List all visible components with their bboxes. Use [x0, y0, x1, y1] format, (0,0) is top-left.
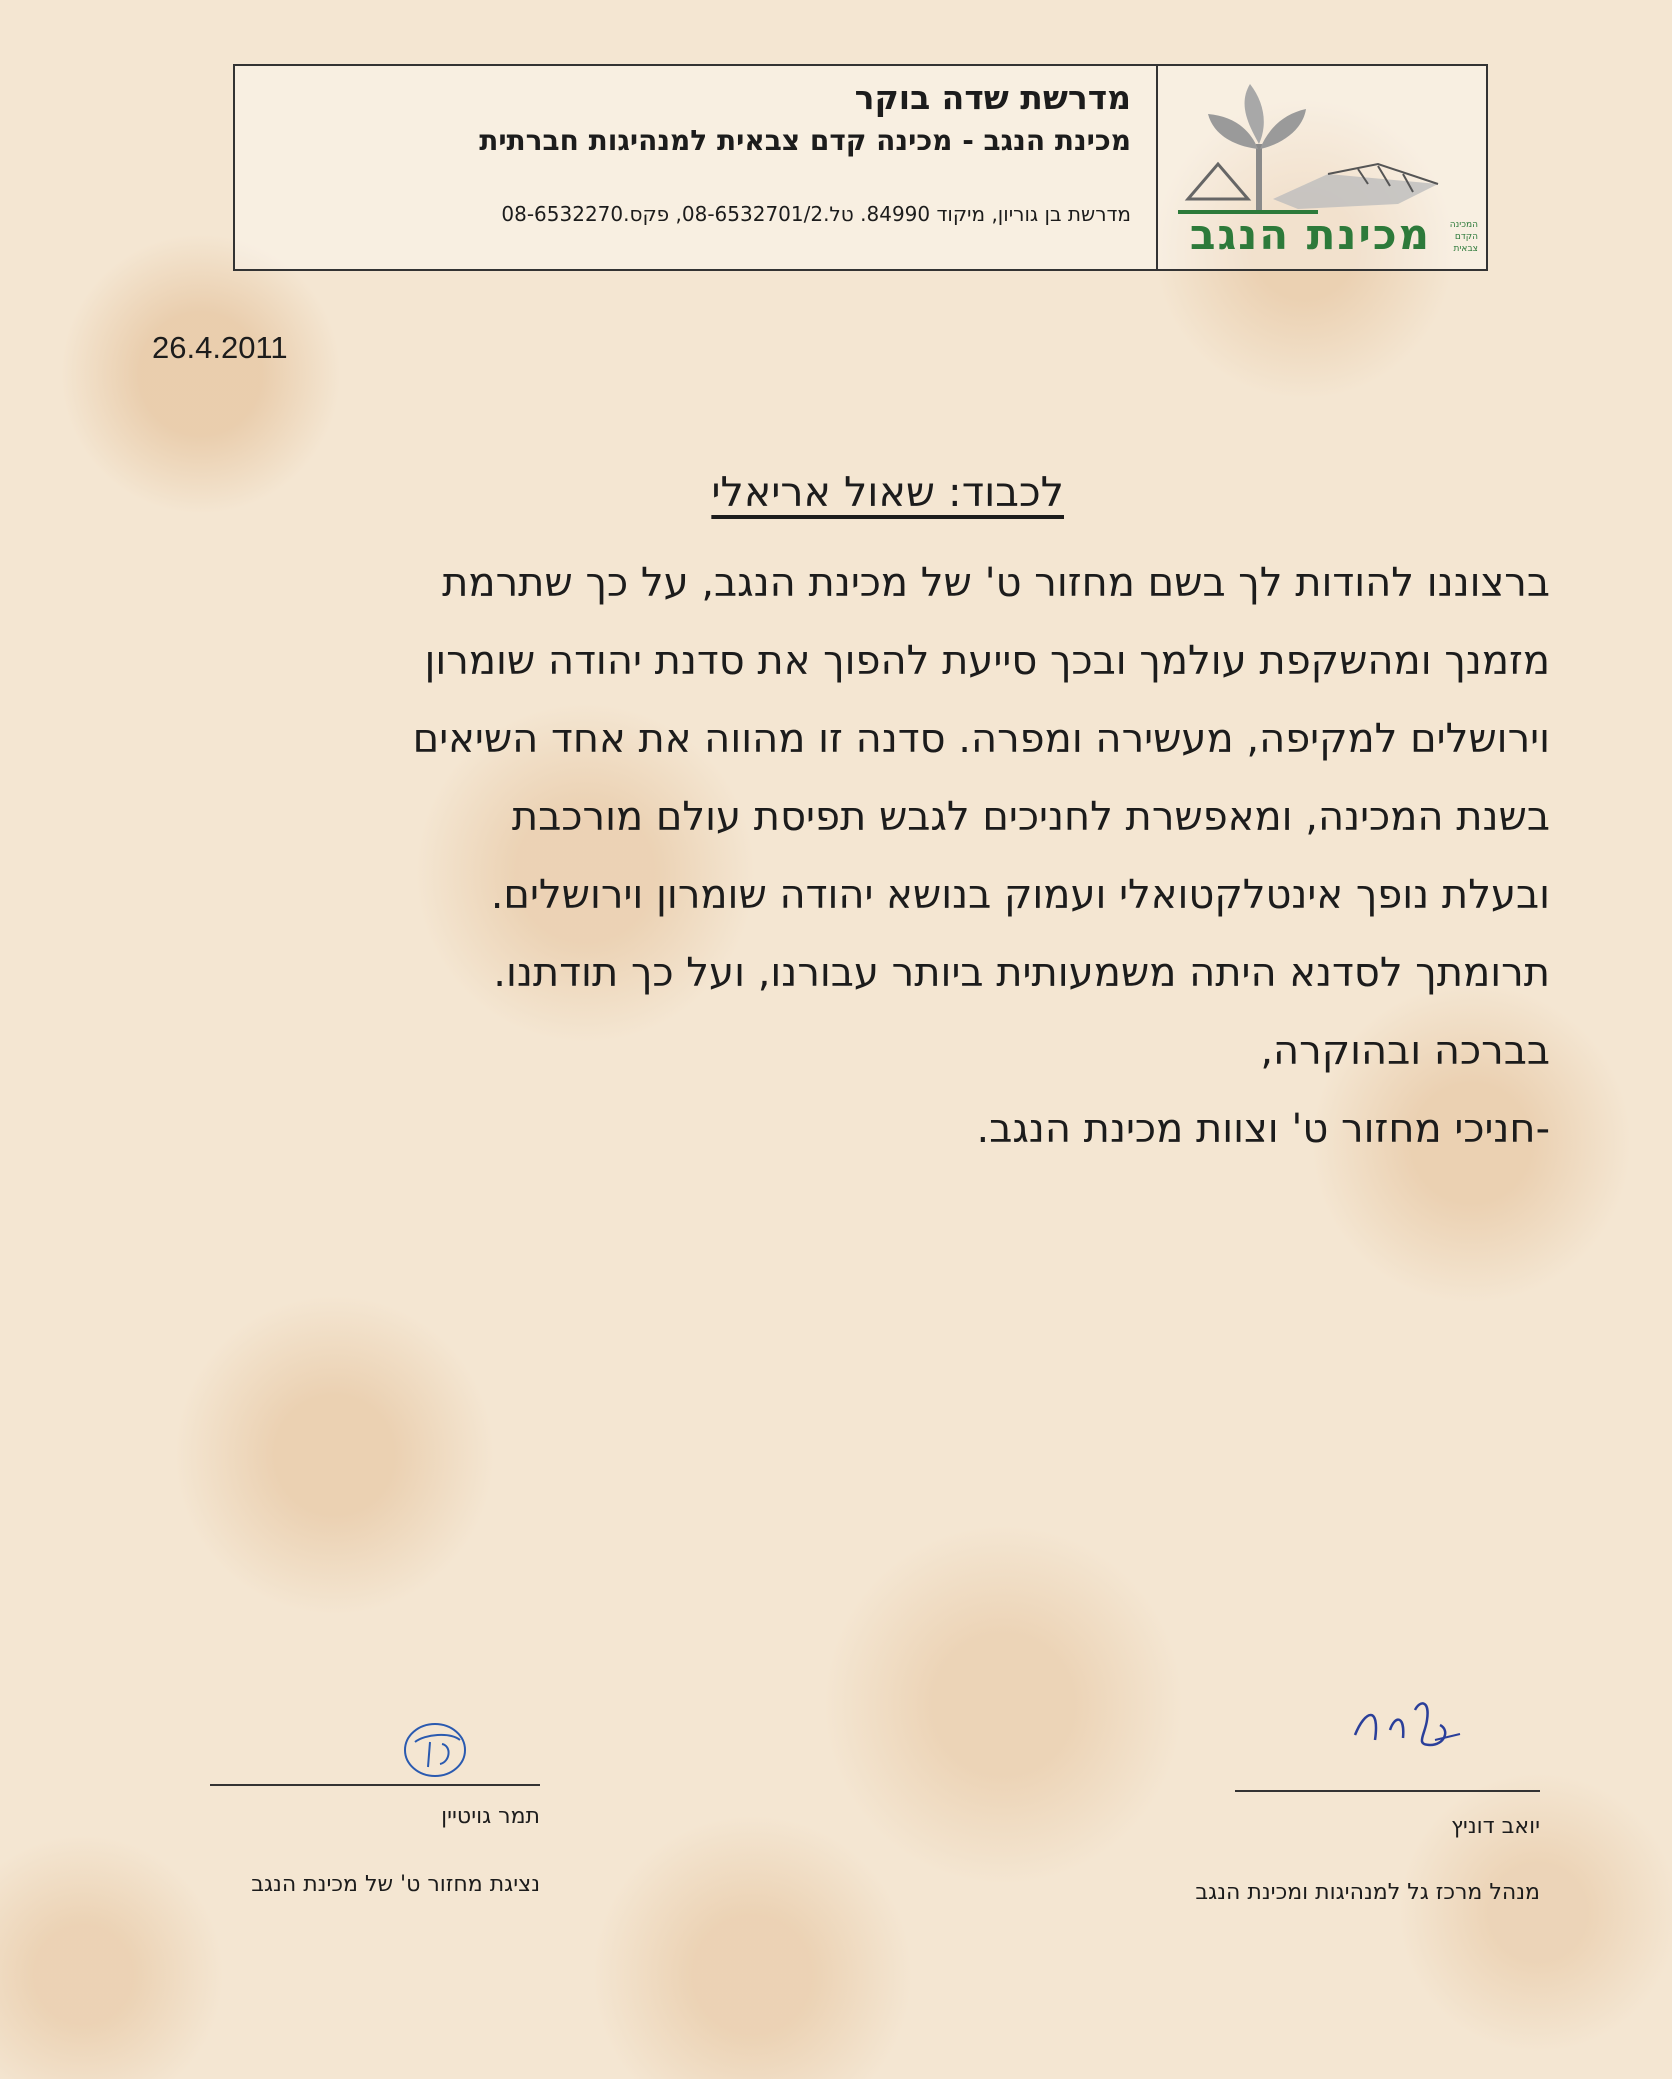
letterhead-subtitle: מכינת הנגב - מכינה קדם צבאית למנהיגות חברתית [479, 124, 1131, 157]
letter-date: 26.4.2011 [152, 330, 288, 365]
body-line: בברכה ובהוקרה, [1260, 1028, 1550, 1074]
letterhead-title: מדרשת שדה בוקר [854, 78, 1131, 117]
signature-line [1235, 1790, 1540, 1792]
letterhead-address: מדרשת בן גוריון, מיקוד 84990. טל.08-6532701/2, פקס.08-6532270 [501, 202, 1131, 226]
signer-name: יואב דוניץ [1451, 1814, 1540, 1839]
body-line: ברצוננו להודות לך בשם מחזור ט' של מכינת הנגב, על כך שתרמת [442, 560, 1550, 606]
handwritten-signature [380, 1712, 500, 1782]
signer-name: תמר גויטיין [441, 1804, 540, 1829]
body-line: מזמנך ומהשקפת עולמך ובכך סייעת להפוך את סדנת יהודה שומרון [424, 638, 1550, 684]
letterhead [233, 64, 1488, 271]
letter-body [130, 544, 1550, 1168]
handwritten-signature [1335, 1690, 1485, 1770]
signer-role: נציגת מחזור ט' של מכינת הנגב [251, 1872, 540, 1897]
body-line: בשנת המכינה, ומאפשרת לחניכים לגבש תפיסת עולם מורכבת [511, 794, 1550, 840]
signer-role: מנהל מרכז גל למנהיגות ומכינת הנגב [1195, 1880, 1540, 1905]
body-line: ובעלת נופך אינטלקטואלי ועמוק בנושא יהודה שומרון וירושלים. [490, 872, 1550, 918]
logo [1156, 66, 1486, 269]
body-line: וירושלים למקיפה, מעשירה ומפרה. סדנה זו מהווה את אחד השיאים [412, 716, 1550, 762]
logo-wordmark: מכינת הנגב [1189, 210, 1431, 259]
body-line: תרומתך לסדנא היתה משמעותית ביותר עבורנו, ועל כך תודתנו. [493, 950, 1550, 996]
body-line: -חניכי מחזור ט' וצוות מכינת הנגב. [976, 1106, 1550, 1152]
logo-small-text: המכינה הקדם צבאית [1449, 220, 1478, 254]
salutation: לכבוד: שאול אריאלי [711, 468, 1064, 516]
signature-line [210, 1784, 540, 1786]
plant-logo-icon [1178, 74, 1468, 224]
